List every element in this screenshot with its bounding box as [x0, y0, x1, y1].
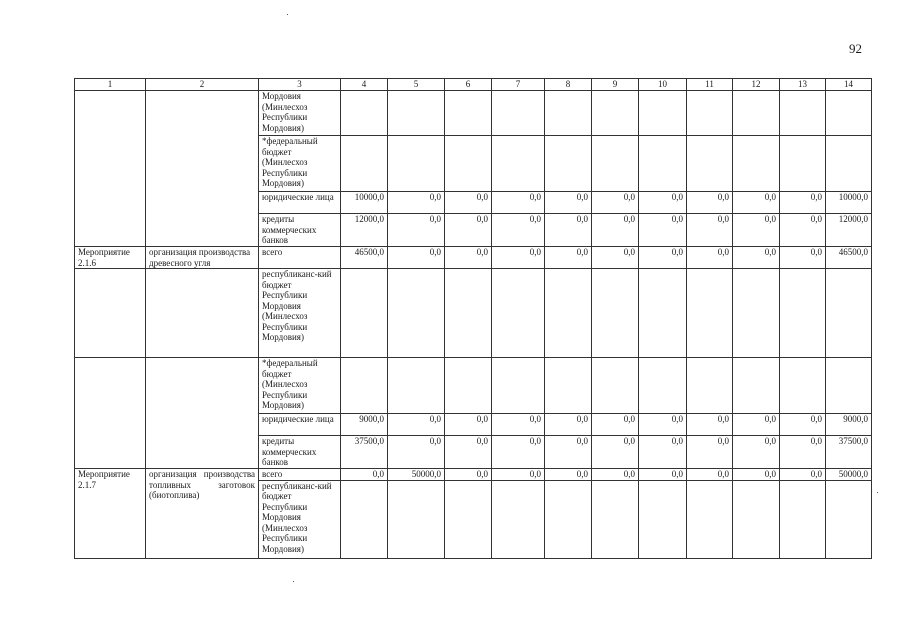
value-cell: [492, 480, 545, 558]
value-cell: [545, 136, 592, 192]
value-cell: [826, 91, 872, 136]
value-cell: [545, 358, 592, 414]
value-cell: [639, 91, 687, 136]
value-cell: [826, 480, 872, 558]
funding-source-cell: *федеральный бюджет (Минлесхоз Республики Мордовия): [259, 358, 341, 414]
value-cell: [592, 91, 639, 136]
value-cell: 0,0: [445, 469, 492, 481]
value-cell: 37500,0: [826, 436, 872, 469]
funding-source-cell: кредиты коммерческих банков: [259, 436, 341, 469]
value-cell: 0,0: [687, 414, 733, 436]
value-cell: [826, 358, 872, 414]
value-cell: 0,0: [545, 414, 592, 436]
value-cell: 0,0: [592, 436, 639, 469]
value-cell: [780, 91, 826, 136]
value-cell: 0,0: [687, 469, 733, 481]
value-cell: 12000,0: [826, 214, 872, 247]
value-cell: 0,0: [780, 247, 826, 269]
value-cell: [780, 358, 826, 414]
funding-source-cell: республиканс-кий бюджет Республики Мордовия (Минлесхоз Республики Мордовия): [259, 269, 341, 358]
header-cell: 12: [733, 79, 780, 91]
header-cell: 7: [492, 79, 545, 91]
value-cell: [445, 269, 492, 358]
value-cell: [592, 136, 639, 192]
value-cell: [733, 480, 780, 558]
value-cell: 0,0: [780, 436, 826, 469]
funding-source-cell: республиканс-кий бюджет Республики Мордовия (Минлесхоз Республики Мордовия): [259, 480, 341, 558]
value-cell: 10000,0: [341, 192, 388, 214]
header-cell: 13: [780, 79, 826, 91]
value-cell: 46500,0: [826, 247, 872, 269]
header-cell: 2: [146, 79, 259, 91]
value-cell: [492, 91, 545, 136]
value-cell: 0,0: [388, 192, 445, 214]
value-cell: [826, 269, 872, 358]
value-cell: [341, 358, 388, 414]
value-cell: 0,0: [639, 192, 687, 214]
event-name-cell: организация производства топливных заготовок (биотоплива): [146, 469, 259, 559]
value-cell: 0,0: [780, 214, 826, 247]
scan-speck: [287, 14, 288, 15]
header-cell: 8: [545, 79, 592, 91]
value-cell: [639, 480, 687, 558]
value-cell: [592, 480, 639, 558]
value-cell: 0,0: [687, 214, 733, 247]
value-cell: [733, 91, 780, 136]
value-cell: [388, 136, 445, 192]
value-cell: 0,0: [445, 436, 492, 469]
value-cell: 0,0: [545, 247, 592, 269]
budget-table: [74, 78, 872, 559]
value-cell: [733, 358, 780, 414]
value-cell: 0,0: [687, 247, 733, 269]
value-cell: [826, 136, 872, 192]
value-cell: [341, 480, 388, 558]
value-cell: [341, 91, 388, 136]
header-cell: 3: [259, 79, 341, 91]
value-cell: 0,0: [733, 414, 780, 436]
value-cell: [445, 136, 492, 192]
value-cell: 0,0: [492, 469, 545, 481]
value-cell: 0,0: [445, 214, 492, 247]
funding-source-cell: кредиты коммерческих банков: [259, 214, 341, 247]
header-row: [75, 79, 872, 91]
value-cell: [445, 358, 492, 414]
value-cell: [388, 269, 445, 358]
value-cell: [445, 91, 492, 136]
value-cell: [492, 136, 545, 192]
funding-source-cell: юридические лица: [259, 414, 341, 436]
value-cell: 0,0: [780, 469, 826, 481]
value-cell: 46500,0: [341, 247, 388, 269]
value-cell: [492, 269, 545, 358]
value-cell: 0,0: [592, 247, 639, 269]
value-cell: 37500,0: [341, 436, 388, 469]
value-cell: 0,0: [492, 414, 545, 436]
value-cell: [341, 136, 388, 192]
value-cell: 0,0: [545, 436, 592, 469]
value-cell: [687, 91, 733, 136]
value-cell: [639, 358, 687, 414]
event-cell: [75, 358, 146, 469]
header-cell: 11: [687, 79, 733, 91]
value-cell: 0,0: [445, 414, 492, 436]
funding-source-cell: всего: [259, 247, 341, 269]
event-cell: Мероприятие 2.1.6: [75, 247, 146, 269]
value-cell: 0,0: [639, 247, 687, 269]
value-cell: [341, 269, 388, 358]
value-cell: [687, 480, 733, 558]
page-number: 92: [849, 41, 862, 56]
value-cell: 50000,0: [826, 469, 872, 481]
value-cell: 10000,0: [826, 192, 872, 214]
event-name-cell: [146, 91, 259, 247]
table-row: [75, 91, 872, 136]
value-cell: 0,0: [639, 469, 687, 481]
value-cell: 9000,0: [826, 414, 872, 436]
header-cell: 1: [75, 79, 146, 91]
funding-source-cell: *федеральный бюджет (Минлесхоз Республики Мордовия): [259, 136, 341, 192]
value-cell: 0,0: [639, 214, 687, 247]
table-row: [75, 358, 872, 414]
value-cell: 0,0: [733, 247, 780, 269]
value-cell: 0,0: [780, 414, 826, 436]
value-cell: 0,0: [639, 436, 687, 469]
funding-source-cell: юридические лица: [259, 192, 341, 214]
header-cell: 10: [639, 79, 687, 91]
value-cell: 0,0: [341, 469, 388, 481]
value-cell: 0,0: [545, 469, 592, 481]
value-cell: 12000,0: [341, 214, 388, 247]
value-cell: 0,0: [545, 192, 592, 214]
value-cell: [639, 136, 687, 192]
value-cell: 0,0: [492, 436, 545, 469]
value-cell: [639, 269, 687, 358]
value-cell: 9000,0: [341, 414, 388, 436]
value-cell: [592, 358, 639, 414]
scan-speck: [293, 581, 294, 582]
value-cell: 0,0: [592, 214, 639, 247]
value-cell: [780, 269, 826, 358]
value-cell: 0,0: [733, 469, 780, 481]
value-cell: 0,0: [639, 414, 687, 436]
table-row: [75, 469, 872, 481]
value-cell: 0,0: [492, 192, 545, 214]
value-cell: 0,0: [445, 247, 492, 269]
event-name-cell: организация производства древесного угля: [146, 247, 259, 269]
value-cell: [780, 136, 826, 192]
value-cell: [492, 358, 545, 414]
table-row: [75, 269, 872, 358]
value-cell: 50000,0: [388, 469, 445, 481]
value-cell: 0,0: [592, 414, 639, 436]
value-cell: [733, 136, 780, 192]
value-cell: 0,0: [545, 214, 592, 247]
value-cell: [780, 480, 826, 558]
event-cell: Мероприятие 2.1.7: [75, 469, 146, 559]
value-cell: [388, 358, 445, 414]
value-cell: [388, 480, 445, 558]
value-cell: [388, 91, 445, 136]
value-cell: 0,0: [592, 192, 639, 214]
value-cell: 0,0: [492, 247, 545, 269]
value-cell: [545, 269, 592, 358]
value-cell: 0,0: [592, 469, 639, 481]
value-cell: [733, 269, 780, 358]
funding-source-cell: Мордовия (Минлесхоз Республики Мордовия): [259, 91, 341, 136]
value-cell: 0,0: [733, 192, 780, 214]
value-cell: 0,0: [388, 247, 445, 269]
value-cell: 0,0: [733, 436, 780, 469]
value-cell: [545, 91, 592, 136]
value-cell: 0,0: [687, 192, 733, 214]
value-cell: [545, 480, 592, 558]
value-cell: [445, 480, 492, 558]
event-name-cell: [146, 358, 259, 469]
value-cell: 0,0: [445, 192, 492, 214]
value-cell: 0,0: [388, 436, 445, 469]
table-row: [75, 247, 872, 269]
header-cell: 9: [592, 79, 639, 91]
event-cell: [75, 269, 146, 358]
header-cell: 14: [826, 79, 872, 91]
header-cell: 4: [341, 79, 388, 91]
header-cell: 6: [445, 79, 492, 91]
value-cell: [687, 269, 733, 358]
value-cell: 0,0: [733, 214, 780, 247]
header-cell: 5: [388, 79, 445, 91]
event-name-cell: [146, 269, 259, 358]
value-cell: 0,0: [780, 192, 826, 214]
scan-speck: [877, 492, 878, 493]
value-cell: [592, 269, 639, 358]
value-cell: [687, 136, 733, 192]
value-cell: 0,0: [388, 214, 445, 247]
value-cell: 0,0: [388, 414, 445, 436]
value-cell: 0,0: [687, 436, 733, 469]
event-cell: [75, 91, 146, 247]
funding-source-cell: всего: [259, 469, 341, 481]
value-cell: [687, 358, 733, 414]
value-cell: 0,0: [492, 214, 545, 247]
